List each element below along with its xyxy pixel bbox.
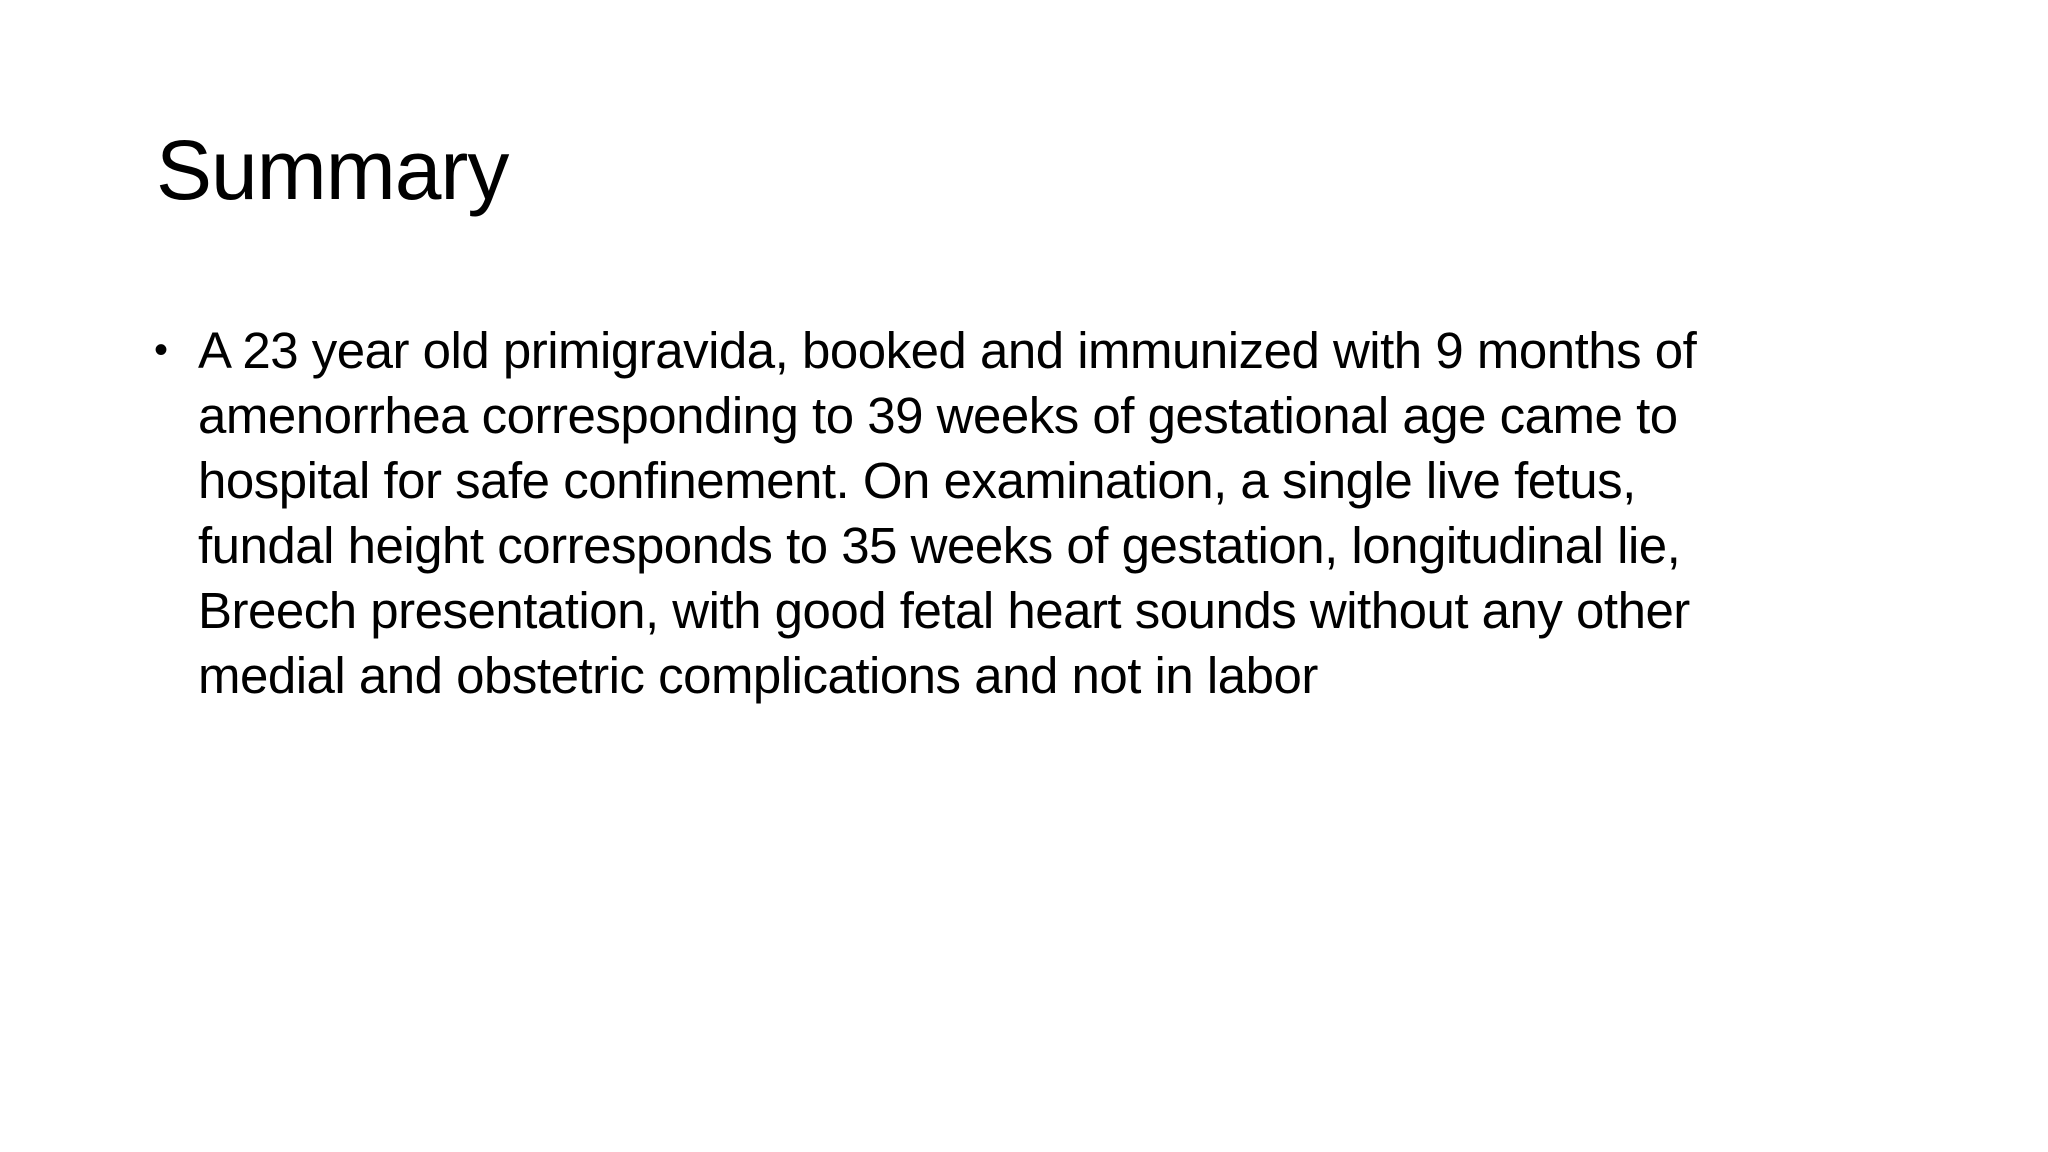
bullet-text-line: fundal height corresponds to 35 weeks of gestation, longitudinal lie,: [198, 517, 1681, 574]
bullet-list: [150, 318, 1910, 708]
bullet-text-line: medial and obstetric complications and not in labor: [198, 647, 1318, 704]
bullet-text-line: amenorrhea corresponding to 39 weeks of gestational age came to: [198, 387, 1678, 444]
bullet-text-line: Breech presentation, with good fetal heart sounds without any other: [198, 582, 1690, 639]
bullet-text-line: hospital for safe confinement. On examination, a single live fetus,: [198, 452, 1636, 509]
bullet-text-line: A 23 year old primigravida, booked and immunized with 9 months of: [198, 322, 1697, 379]
bullet-marker: •: [154, 328, 168, 372]
slide-title: Summary: [156, 123, 509, 217]
bullet-item: [150, 318, 1910, 708]
